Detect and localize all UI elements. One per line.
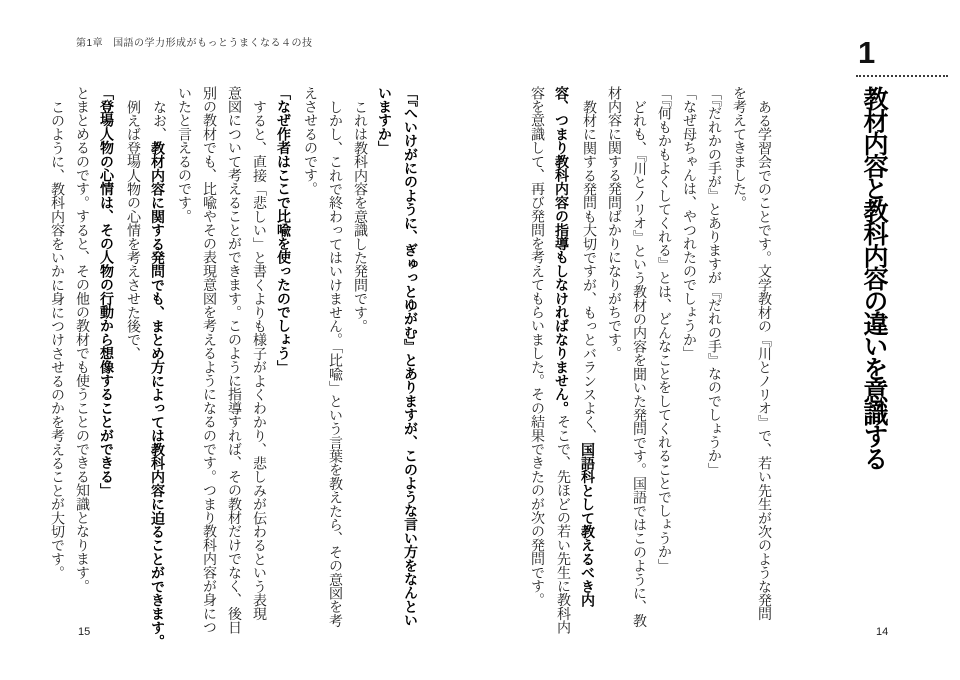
paragraph [524,86,601,634]
paragraph [651,86,676,634]
page-number-14: 14 [876,626,889,638]
paragraph [145,86,171,648]
body-text: そこで、先ほどの若い先生に教科内容を意識して、再び発問を考えてもらいました。その結果できたのが次の発問です。 [529,86,570,635]
body-text: なお、 [151,100,166,142]
body-text: すると、直接「悲しい」と書くよりも様子がよくわかり、悲しみが伝わるという表現意図について考えることができます。このように指導すれば、その教材だけでなく、後日別の教材でも、比喩やその表現意図を考えるようになるのです。つまり教科内容が身についたと言えるのです。 [176,86,266,635]
body-text: これは教科内容を意識した発問です。 [352,100,367,333]
body-text: 教材に関する発問も大切ですが、もっとバランスよく、 [581,100,596,443]
section-number: 1 [858,35,876,70]
paragraph [347,86,372,634]
chapter-number: 第1章 [76,38,104,49]
body-text: ある学習会でのことです。文学教材の『川とノリオ』で、若い先生が次のような発問を考えてきました。 [731,86,771,621]
page-14-text [526,86,776,634]
paragraph [171,86,271,634]
paragraph [94,86,120,634]
emphasis-text: 国語科として教えるべき内容、つまり教科内容の指導もしなければなりません。 [554,86,596,607]
paragraph [372,86,424,634]
page-15-text [49,86,424,649]
paragraph [120,86,145,634]
body-text: 「なぜ母ちゃんは、やつれたのでしょうか」 [681,86,696,361]
body-text: 「『何もかもよくしてくれる』とは、どんなことをしてくれることでしょうか」 [656,86,671,573]
body-text: どれも、『川とノリオ』という教材の内容を聞いた発問です。国語ではこのように、教材内容に関する発問ばかりになりがちです。 [606,86,646,628]
emphasis-text: 教材内容に関する発問でも、まとめ方によっては教科内容に迫ることができます。 [150,141,166,649]
emphasis-text: 「『へいけがにのように、ぎゅっとゆがむ』とありますが、このような言い方をなんといいますか」 [377,86,419,628]
section-dotted-rule [856,75,948,77]
body-text: 例えば登場人物の心情を考えさせた後で、 [125,100,140,361]
paragraph [297,86,347,634]
paragraph [676,86,701,634]
body-text: このように、教科内容をいかに身につけさせるのかを考えることが大切です。 [49,100,64,580]
paragraph [271,86,297,634]
body-text: 「『だれかの手が』とありますが『だれの手』なのでしょうか」 [706,86,721,477]
page-number-15: 15 [78,626,91,638]
paragraph [701,86,726,634]
emphasis-text: 「登場人物の心情は、その人物の行動から想像することができる」 [99,86,115,498]
body-text: とまとめるのです。すると、その他の教材でも使うことのできる知識となります。 [74,86,89,593]
body-text: しかし、これで終わってはいけません。「比喩」という言葉を教えたら、その意図を考えさせるのです。 [302,86,342,628]
chapter-header [76,34,313,49]
emphasis-text: 「なぜ作者はここで比喩を使ったのでしょう」 [276,86,292,374]
paragraph [69,86,94,634]
paragraph [726,86,776,634]
chapter-title: 国語の学力形成がもっとうまくなる４の技 [113,38,313,49]
section-title: 教材内容と教科内容の違いを意識する [860,86,888,469]
paragraph [44,86,69,634]
paragraph [601,86,651,634]
